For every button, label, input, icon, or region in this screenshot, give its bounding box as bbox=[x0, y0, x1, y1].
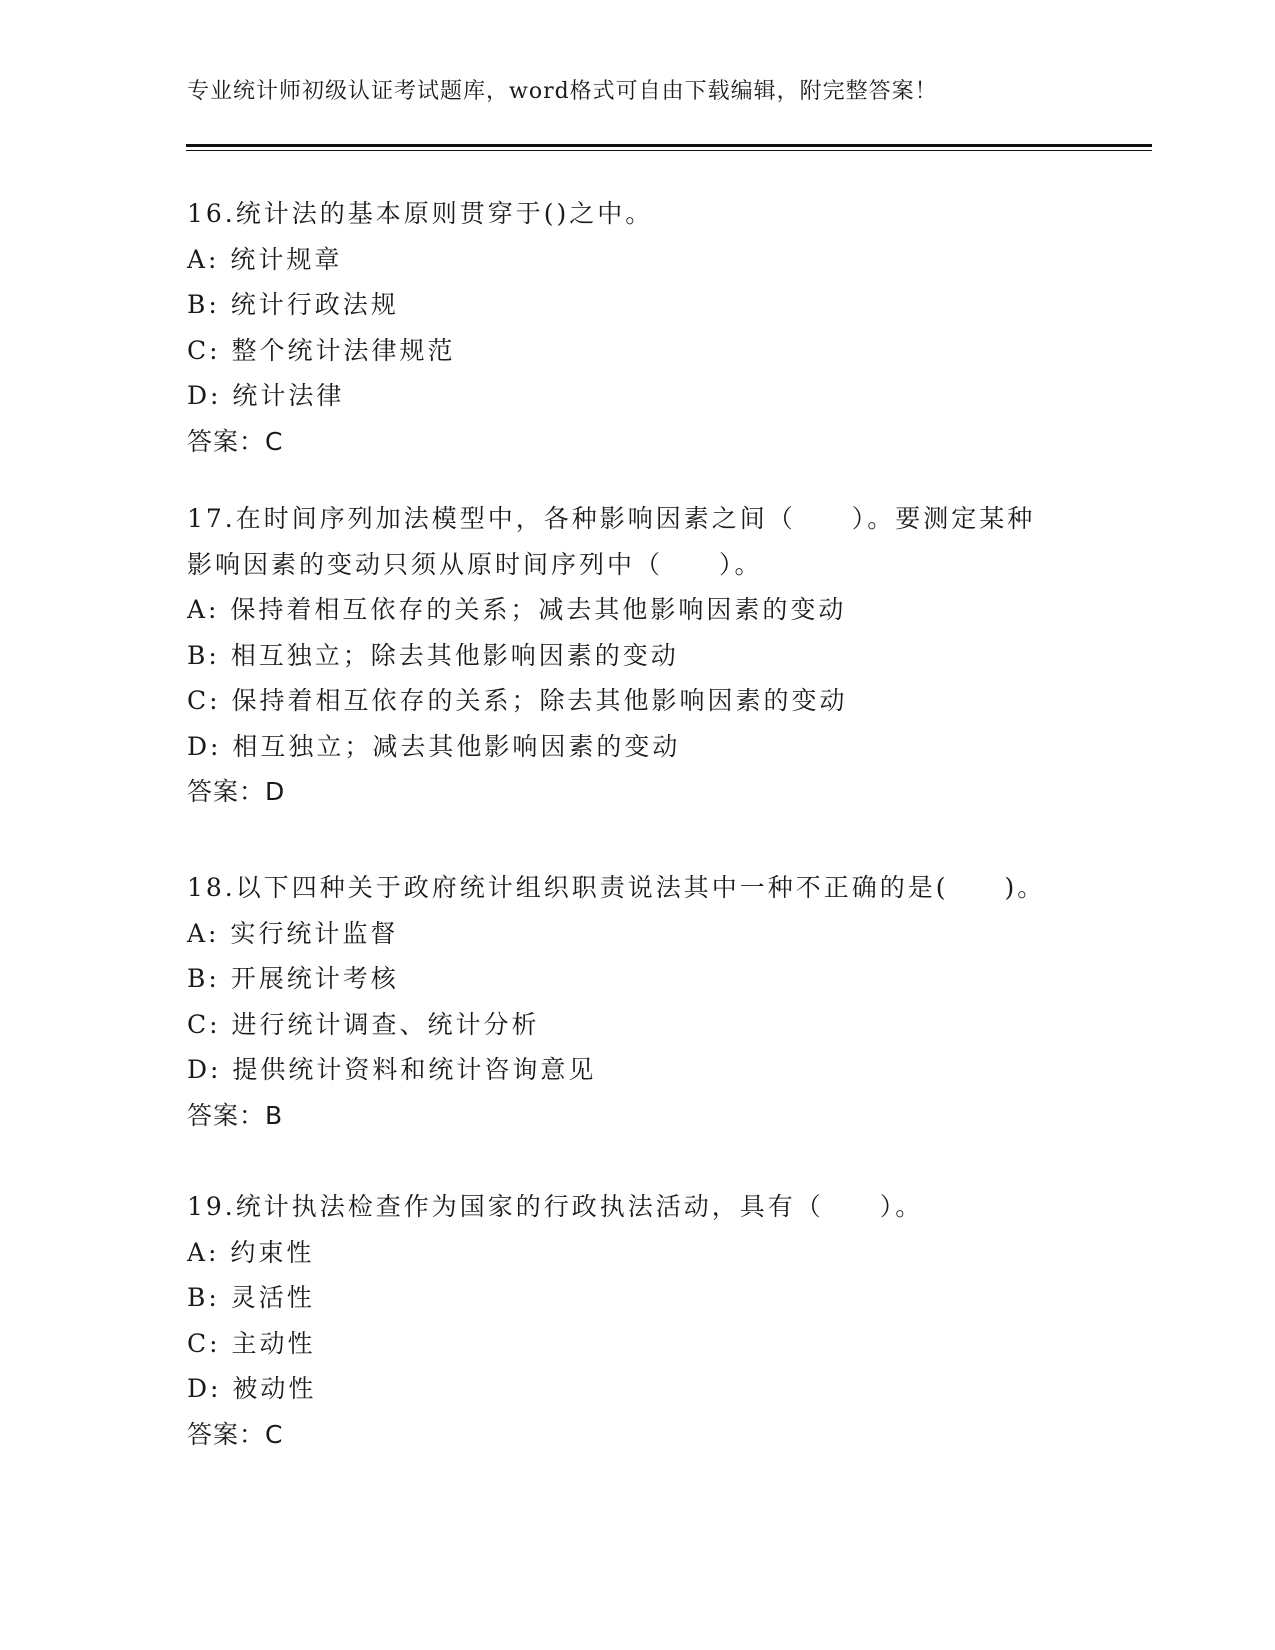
answer: 答案：B bbox=[187, 1100, 284, 1130]
option-c: C: 整个统计法律规范 bbox=[187, 335, 456, 365]
header-rule-thick bbox=[186, 144, 1152, 147]
question-19 bbox=[187, 1184, 1087, 1457]
answer: 答案：D bbox=[187, 777, 286, 806]
option-a: A: 约束性 bbox=[187, 1237, 315, 1267]
question-18 bbox=[187, 865, 1087, 1138]
question-stem: 17.在时间序列加法模型中，各种影响因素之间（ ）。要测定某种 bbox=[187, 504, 1036, 533]
option-b: B: 开展统计考核 bbox=[187, 964, 399, 993]
option-c: C: 主动性 bbox=[187, 1328, 316, 1358]
header-rule-thin bbox=[186, 150, 1152, 151]
option-d: D: 提供统计资料和统计咨询意见 bbox=[187, 1055, 597, 1084]
option-b: B: 灵活性 bbox=[187, 1283, 315, 1312]
question-stem: 18.以下四种关于政府统计组织职责说法其中一种不正确的是( )。 bbox=[187, 873, 1046, 902]
page-header: 专业统计师初级认证考试题库，word格式可自由下载编辑，附完整答案！ bbox=[187, 79, 938, 104]
question-stem-cont: 影响因素的变动只须从原时间序列中（ ）。 bbox=[187, 549, 763, 579]
option-a: A: 保持着相互依存的关系；减去其他影响因素的变动 bbox=[187, 595, 847, 624]
answer: 答案：C bbox=[187, 1419, 284, 1449]
option-d: D: 被动性 bbox=[187, 1374, 317, 1403]
answer: 答案：C bbox=[187, 426, 284, 456]
option-d: D: 相互独立；减去其他影响因素的变动 bbox=[187, 731, 681, 761]
option-c: C: 进行统计调查、统计分析 bbox=[187, 1009, 540, 1039]
option-a: A: 实行统计监督 bbox=[187, 918, 399, 948]
question-17 bbox=[187, 496, 1087, 815]
option-c: C: 保持着相互依存的关系；除去其他影响因素的变动 bbox=[187, 686, 848, 715]
option-a: A: 统计规章 bbox=[187, 244, 343, 274]
option-b: B: 统计行政法规 bbox=[187, 290, 399, 319]
option-d: D: 统计法律 bbox=[187, 381, 345, 410]
option-b: B: 相互独立；除去其他影响因素的变动 bbox=[187, 640, 679, 670]
question-stem: 16.统计法的基本原则贯穿于()之中。 bbox=[187, 199, 654, 228]
question-16 bbox=[187, 191, 1087, 464]
question-stem: 19.统计执法检查作为国家的行政执法活动，具有（ ）。 bbox=[187, 1192, 924, 1221]
